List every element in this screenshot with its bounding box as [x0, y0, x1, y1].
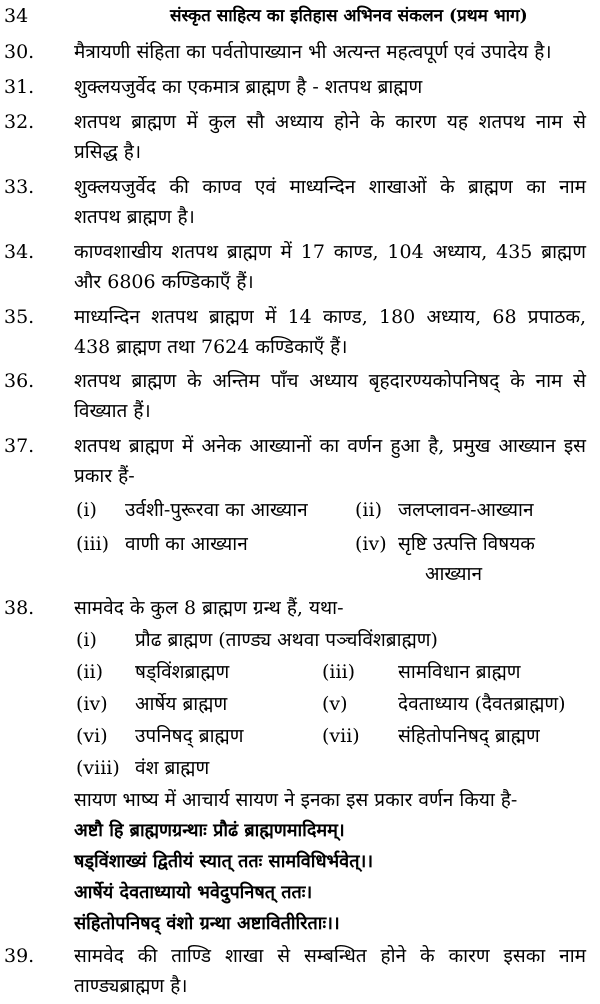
item-text: माध्यन्दिन शतपथ ब्राह्मण में 14 काण्ड, 180 अध्याय, 68 प्रपाठक,	[74, 306, 586, 328]
brahmana-number: (ii)	[76, 661, 103, 683]
page-number: 34	[4, 5, 29, 27]
item-text: प्रकार हैं-	[74, 465, 135, 487]
akhyan-text: वाणी का आख्यान	[125, 533, 248, 555]
verse-line: षड्विंशाख्यं द्वितीयं स्यात् ततः सामविधिर्भवेत्।।	[74, 851, 374, 872]
item-text: प्रसिद्ध है।	[74, 141, 142, 163]
item-text: शुक्लयजुर्वेद का एकमात्र ब्राह्मण है - शतपथ ब्राह्मण	[74, 76, 423, 98]
akhyan-text: आख्यान	[425, 563, 483, 585]
verse-line: आर्षेयं देवताध्यायो भवेदुपनिषत् ततः।	[74, 882, 313, 903]
item-text: मैत्रायणी संहिता का पर्वतोपाख्यान भी अत्यन्त महत्वपूर्ण एवं उपादेय है।	[74, 41, 552, 63]
brahmana-text: वंश ब्राह्मण	[135, 757, 210, 779]
brahmana-text: उपनिषद् ब्राह्मण	[135, 725, 244, 747]
item-text: विख्यात हैं।	[74, 400, 151, 422]
brahmana-number: (vii)	[322, 725, 360, 747]
akhyan-text: सृष्टि उत्पत्ति विषयक	[398, 533, 535, 555]
akhyan-text: जलप्लावन-आख्यान	[398, 499, 534, 521]
brahmana-text: प्रौढ ब्राह्मण (ताण्ड्य अथवा पञ्चविंशब्राह्मण)	[135, 629, 438, 651]
item-text: सामवेद के कुल 8 ब्राह्मण ग्रन्थ हैं, यथा-	[74, 597, 344, 619]
item-text: शतपथ ब्राह्मण में कुल सौ अध्याय होने के कारण यह शतपथ नाम से	[74, 111, 586, 133]
brahmana-text: देवताध्याय (दैवतब्राह्मण)	[398, 693, 566, 715]
akhyan-number: (i)	[76, 499, 97, 521]
item-text: 438 ब्राह्मण तथा 7624 कण्डिकाएँ हैं।	[74, 336, 348, 358]
item-number: 32.	[4, 111, 35, 133]
item-number: 33.	[4, 176, 35, 198]
item-number: 34.	[4, 241, 35, 263]
brahmana-number: (i)	[76, 629, 97, 651]
brahmana-text: सामविधान ब्राह्मण	[398, 661, 521, 683]
item-text: शतपथ ब्राह्मण के अन्तिम पाँच अध्याय बृहदारण्यकोपनिषद् के नाम से	[74, 370, 586, 392]
akhyan-number: (iii)	[76, 533, 110, 555]
brahmana-number: (iv)	[76, 693, 108, 715]
brahmana-text: आर्षेय ब्राह्मण	[135, 693, 228, 715]
akhyan-number: (iv)	[355, 533, 387, 555]
brahmana-number: (viii)	[76, 757, 120, 779]
brahmana-number: (v)	[322, 693, 348, 715]
item-text: और 6806 कण्डिकाएँ हैं।	[74, 271, 254, 293]
item-text: ताण्ड्यब्राह्मण है।	[74, 975, 188, 997]
item-text: शतपथ ब्राह्मण है।	[74, 206, 195, 228]
item-text: शतपथ ब्राह्मण में अनेक आख्यानों का वर्णन हुआ है, प्रमुख आख्यान इस	[74, 435, 586, 457]
item-number: 31.	[4, 76, 35, 98]
brahmana-text: संहितोपनिषद् ब्राह्मण	[398, 725, 540, 747]
item-number: 36.	[4, 370, 35, 392]
brahmana-number: (vi)	[76, 725, 108, 747]
sayan-intro: सायण भाष्य में आचार्य सायण ने इनका इस प्रकार वर्णन किया है-	[74, 789, 518, 811]
item-text: शुक्लयजुर्वेद की काण्व एवं माध्यन्दिन शाखाओं के ब्राह्मण का नाम	[74, 176, 586, 198]
item-text: काण्वशाखीय शतपथ ब्राह्मण में 17 काण्ड, 104 अध्याय, 435 ब्राह्मण	[74, 241, 586, 263]
item-number: 30.	[4, 41, 35, 63]
running-header-title: संस्कृत साहित्य का इतिहास अभिनव संकलन (प्रथम भाग)	[170, 6, 528, 26]
verse-line: अष्टौ हि ब्राह्मणग्रन्थाः प्रौढं ब्राह्मणमादिमम्।	[74, 820, 345, 841]
item-number: 38.	[4, 597, 35, 619]
item-text: सामवेद की ताण्डि शाखा से सम्बन्धित होने के कारण इसका नाम	[74, 945, 586, 967]
brahmana-number: (iii)	[322, 661, 356, 683]
akhyan-text: उर्वशी-पुरूरवा का आख्यान	[125, 499, 308, 521]
item-number: 35.	[4, 306, 35, 328]
brahmana-text: षड्विंशब्राह्मण	[135, 661, 230, 683]
item-number: 39.	[4, 945, 35, 967]
akhyan-number: (ii)	[355, 499, 382, 521]
item-number: 37.	[4, 435, 35, 457]
verse-line: संहितोपनिषद् वंशो ग्रन्था अष्टावितीरिताः।।	[74, 913, 340, 934]
